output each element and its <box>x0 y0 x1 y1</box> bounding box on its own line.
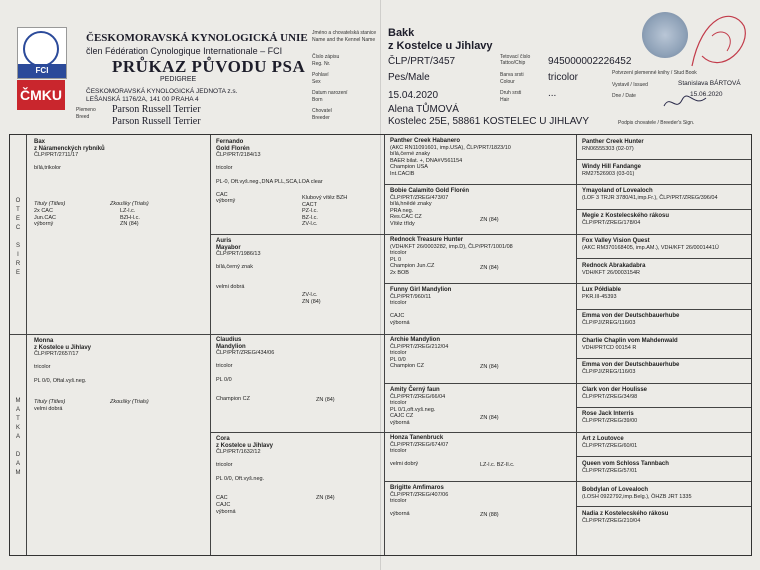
dam-exams-label: Zkoušky (Trials) <box>110 399 149 405</box>
great-grandparent-cell: Rednock Treasure Hunter (VDH/KFT 26/0003282, imp.D), ČLP/PRT/1001/08 tricolor PL 0 Champion Jun.CZ 2x BOB <box>390 237 513 276</box>
doc-title: PRŮKAZ PŮVODU PSA <box>112 57 306 76</box>
great-grandparent-exams: ZN (88) <box>480 512 499 518</box>
sex-label-cz: Pohlaví <box>312 72 329 78</box>
breed-label-en: Breed <box>76 114 90 120</box>
coat-label-cz: Druh srsti <box>500 90 522 96</box>
fci-logo-text: FCI <box>18 64 66 78</box>
gen4-cell: Windy Hill Fandange RM27526903 (03-01) <box>582 164 641 177</box>
great-grandparent-exams: LZ-l.c. BZ-II.c. <box>480 462 515 468</box>
dob-label-en: Born <box>312 97 323 103</box>
great-grandparent-cell: Honza Tanenbruck ČLP/PRT/ZREG/674/07 tricolor velmi dobrý <box>390 435 449 468</box>
fci-globe-icon <box>23 31 59 67</box>
color-label-en: Colour <box>500 79 515 85</box>
studbook-signature-icon <box>682 6 752 78</box>
great-grandparent-cell: Funny Girl Mandylion ČLP/PRT/960/11 tricolor CAJC výborná <box>390 287 452 326</box>
reg-label-en: Reg. Nr. <box>312 61 331 67</box>
gen4-cell: Art z Loutovce ČLP/PRT/ZREG/60/01 <box>582 436 638 449</box>
grandparent-cell: Auris Mayabor ČLP/PRT/1986/13 bílá,černý znak velmi dobrá <box>216 238 261 291</box>
grandparent-cell: Cora z Kostelce u Jihlavy ČLP/PRT/1632/12 tricolor PL 0/0, Oft.vyš.neg. CAC CAJC výborná <box>216 436 274 515</box>
color-value: tricolor <box>548 72 579 83</box>
color-label-cz: Barva srsti <box>500 72 524 78</box>
great-grandparent-exams: ZN (84) <box>480 265 499 271</box>
dam-titles-label: Tituly (Titles) <box>34 399 66 405</box>
gen4-cell: Lux Półdiable PKR.III-45393 <box>582 287 622 300</box>
gen4-cell: Nadia z Kostelecského rákosu ČLP/PRT/ZREG/210/04 <box>582 511 669 524</box>
fci-logo <box>17 27 67 79</box>
gen4-cell: Clark von der Houlisse ČLP/PRT/ZREG/34/98 <box>582 387 648 400</box>
pedigree-table <box>9 134 752 556</box>
breeder-label-cz: Chovatel <box>312 108 332 114</box>
doc-subtitle: PEDIGREE <box>160 76 197 83</box>
sire-exams: LZ-l.c. BZH-l.c. ZN (84) <box>120 208 140 228</box>
sire-exams-label: Zkoušky (Trials) <box>110 201 149 207</box>
gen4-cell: Charlie Chaplin vom Mahdenwald VDH/PRTCD 00154 R <box>582 338 678 351</box>
gen4-cell: Rednock Abrakadabra VDH/KFT 26/0003154R <box>582 263 646 276</box>
great-grandparent-cell: Archie Mandylion ČLP/PRT/ZREG/212/04 tricolor PL 0/0 Champion CZ <box>390 337 449 370</box>
dam-side-label: M A T K A D A M <box>15 398 21 476</box>
sire-titles-label: Tituly (Titles) <box>34 201 66 207</box>
breed-label-cz: Plemeno <box>76 107 96 113</box>
coat-value: ... <box>548 88 557 99</box>
great-grandparent-cell: Bobie Calamito Gold Florén ČLP/PRT/ZREG/473/07 bílá,hnědé znaky PRA neg. Res.CAC CZ Vítěz třídy <box>390 188 470 227</box>
breeder-label-en: Breeder <box>312 115 330 121</box>
sex-label-en: Sex <box>312 79 321 85</box>
breed-2: Parson Russell Terrier <box>112 116 201 127</box>
breeder-address: Kostelec 25E, 58861 KOSTELEC U JIHLAVY <box>388 116 590 127</box>
grandparent-cell: Claudius Mandylion ČLP/PRT/ZREG/434/06 tricolor PL 0/0 Champion CZ <box>216 337 275 403</box>
sire-side-label: O T E C S I R E <box>15 198 21 276</box>
gen4-cell: Rose Jack Interris ČLP/PRT/ZREG/39/00 <box>582 411 638 424</box>
dob-label-cz: Datum narození <box>312 90 348 96</box>
grandparent-exams: ZN (84) <box>316 397 335 403</box>
breeder-name: Alena TŮMOVÁ <box>388 104 459 115</box>
gen4-cell: Fox Valley Vision Quest (AKC RM370168405, imp.AM.), VDH/KFT 26/0001441Ü <box>582 238 719 251</box>
dog-name-2: z Kostelce u Jihlavy <box>388 40 493 52</box>
gen4-cell: Ymayoland of Lovealoch (LOF 3 TRJR 3780/41,imp.Fr.), ČLP/PRT/ZREG/396/04 <box>582 188 718 201</box>
gen4-cell: Emma von der Deutschbauerhube ČLP/PJ/ZREG/116/03 <box>582 362 680 375</box>
gen4-cell: Queen vom Schloss Tannbach ČLP/PRT/ZREG/57/01 <box>582 461 669 474</box>
great-grandparent-exams: ZN (84) <box>480 364 499 370</box>
tattoo-label-en: Tattoo/Chip <box>500 60 526 66</box>
dog-name-1: Bakk <box>388 27 415 39</box>
cmku-logo: ČMKU <box>17 80 65 110</box>
chip-no: 945000002226452 <box>548 56 632 67</box>
breeder-signature-icon <box>662 92 708 114</box>
issue-date: 15.06.2020 <box>690 91 723 98</box>
dam-titles: velmi dobrá <box>34 406 63 412</box>
issuer-line-1: ČESKOMORAVSKÁ KYNOLOGICKÁ JEDNOTA z.s. <box>86 88 238 95</box>
tattoo-label-cz: Tetovací číslo <box>500 54 531 60</box>
breed-1: Parson Russell Terrier <box>112 104 201 115</box>
gen4-cell: Bobdylan of Lovealoch (LOSH 0922792,imp.Belg.), ÖHZB JRT 1335 <box>582 487 692 500</box>
issued-by-label: Vystavil / Issued <box>612 82 648 88</box>
reg-no: ČLP/PRT/3457 <box>388 56 456 67</box>
great-grandparent-cell: Panther Creek Habanero (AKC RN11091601, imp.USA), ČLP/PRT/1823/10 bílá,černé znaky BAER bilat. +, DNA#V561154 Champion USA Int.CACIB <box>390 138 511 177</box>
studbook-label: Potvrzení plemenné knihy / Stud Book <box>612 70 697 76</box>
sex-value: Pes/Male <box>388 72 430 83</box>
dob-value: 15.04.2020 <box>388 90 439 101</box>
date-label: Dne / Date <box>612 93 636 99</box>
sire-cell: Bax z Náramenckých rybníků ČLP/PRT/2711/17 bílá,trikolor <box>34 139 105 172</box>
issuer-line-2: LEŠANSKÁ 1176/2A, 141 00 PRAHA 4 <box>86 96 199 103</box>
name-label-en: Name and the Kennel Name <box>312 37 376 43</box>
gen4-cell: Megie z Kostelecského rákosu ČLP/PRT/ZREG/178/04 <box>582 213 670 226</box>
sire-titles: 2x CAC Jun.CAC výborný <box>34 208 57 228</box>
dam-cell: Monna z Kostelce u Jihlavy ČLP/PRT/2657/17 tricolor PL 0/0, Oftal.vyš.neg. <box>34 338 92 384</box>
grandparent-exams: Klubový vítěz BZH CACT PZ-l.c. BZ-l.c. ZV-l.c. <box>302 195 348 228</box>
gen4-cell: Emma von der Deutschbauerhube ČLP/PJ/ZREG/116/03 <box>582 313 680 326</box>
reg-label-cz: Číslo zápisu <box>312 54 340 60</box>
great-grandparent-cell: Brigitte Amfimaros ČLP/PRT/ZREG/407/06 tricolor výborná <box>390 485 449 518</box>
great-grandparent-exams: ZN (84) <box>480 415 499 421</box>
coat-label-en: Hair <box>500 97 510 103</box>
great-grandparent-cell: Amity Černý faun ČLP/PRT/ZREG/66/04 tricolor PL 0/1,oft.vyš.neg. CAJC CZ výborná <box>390 387 446 426</box>
signature-label: Podpis chovatele / Breeder's Sign. <box>618 120 695 126</box>
grandparent-exams: ZN (84) <box>316 495 335 501</box>
gen4-cell: Panther Creek Hunter RN06555303 (02-07) <box>582 139 644 152</box>
member-line: člen Fédération Cynologique Internationale – FCI <box>86 46 283 56</box>
org-name: ČESKOMORAVSKÁ KYNOLOGICKÁ UNIE <box>86 32 308 44</box>
grandparent-cell: Fernando Gold Florén ČLP/PRT/2184/13 tricolor PL-0, Oft.vyš.neg.,DNA PLL,SCA,LOA clear CAC výborný <box>216 139 323 205</box>
name-label-cz: Jméno a chovatelská stanice <box>312 30 377 36</box>
issued-by: Stanislava BÁRTOVÁ <box>678 80 741 87</box>
great-grandparent-exams: ZN (84) <box>480 217 499 223</box>
grandparent-exams: ZV-l.c. ZN (84) <box>302 292 321 305</box>
